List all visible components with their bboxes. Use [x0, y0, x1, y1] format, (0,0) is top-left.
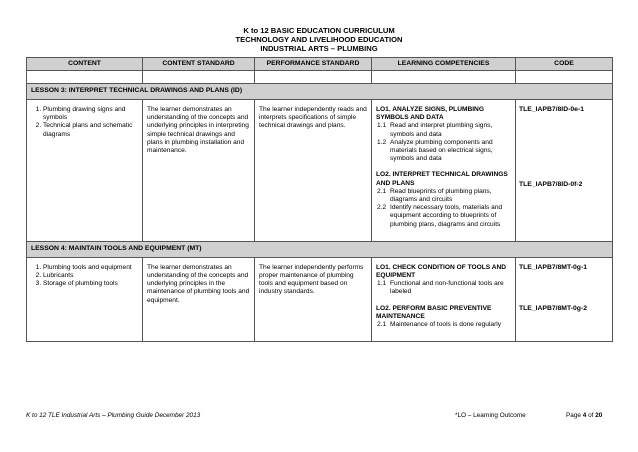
- col-header-content: CONTENT: [27, 58, 143, 71]
- footer-lo-note: *LO – Learning Outcome: [455, 412, 526, 419]
- competency-item: 2.1 Read blueprints of plumbing plans, diagrams and circuits: [377, 187, 492, 204]
- code-cell: [516, 257, 613, 341]
- learning-outcome: [376, 305, 511, 330]
- competency-code: TLE_IAPB7/8MT-0g-1: [519, 263, 587, 271]
- code-cell: [516, 100, 613, 242]
- lesson-title: LESSON 4: MAINTAIN TOOLS AND EQUIPMENT (MT): [27, 241, 613, 257]
- content-item: 3. Storage of plumbing tools: [43, 280, 138, 288]
- col-header-learning-competencies: LEARNING COMPETENCIES: [372, 58, 516, 71]
- lo-title: LO2. INTERPRET TECHNICAL DRAWINGS AND PLANS: [376, 171, 508, 187]
- table-row: [27, 257, 613, 341]
- curriculum-table: [26, 57, 613, 342]
- lesson-row: [27, 84, 613, 100]
- content-item: 1. Plumbing drawing signs and symbols: [43, 106, 138, 122]
- content-item: 2. Lubricants: [43, 272, 138, 280]
- lesson-title: LESSON 3: INTERPRET TECHNICAL DRAWINGS AND PLANS (ID): [27, 84, 613, 100]
- competency-code: TLE_IAPB7/8ID-0e-1: [519, 106, 584, 113]
- competency-item: 2.2 Identify necessary tools, materials and equipment according to blueprints of plumbing plans, diagrams and circuits: [377, 204, 503, 228]
- doc-subject: INDUSTRIAL ARTS – PLUMBING: [260, 44, 378, 53]
- doc-subtitle: TECHNOLOGY AND LIVELIHOOD EDUCATION: [235, 35, 403, 44]
- content-item: 2. Technical plans and schematic diagrams: [43, 122, 138, 138]
- lesson-row: [27, 241, 613, 257]
- content-cell: [27, 257, 143, 341]
- content-standard-cell: The learner demonstrates an understanding of the concepts and underlying principles in the maintenance of plumbing tools and equipment.: [143, 257, 255, 341]
- content-cell: [27, 100, 143, 242]
- competencies-cell: [372, 257, 516, 341]
- col-header-code: CODE: [516, 58, 613, 71]
- table-row: [27, 100, 613, 242]
- table-header-row: [27, 58, 613, 71]
- performance-standard-cell: The learner independently reads and interprets specifications of simple technical drawings and plans.: [255, 100, 372, 242]
- doc-title: K to 12 BASIC EDUCATION CURRICULUM: [243, 26, 395, 35]
- learning-outcome: [376, 264, 511, 297]
- page-number: Page 4 of 20: [566, 412, 603, 419]
- competency-code: TLE_IAPB7/8MT-0g-2: [519, 304, 587, 312]
- performance-standard-cell: The learner independently performs proper maintenance of plumbing tools and equipment based on industry standards.: [255, 257, 372, 341]
- competency-item: 1.1 Read and interpret plumbing signs, symbols and data: [377, 122, 493, 138]
- lo-title: LO1. CHECK CONDITION OF TOOLS AND EQUIPMENT: [376, 263, 507, 280]
- col-header-performance-standard: PERFORMANCE STANDARD: [255, 58, 372, 71]
- competencies-cell: [372, 100, 516, 242]
- learning-outcome: [376, 171, 511, 228]
- content-item: 1. Plumbing tools and equipment: [43, 264, 138, 272]
- learning-outcome: [376, 106, 511, 163]
- competency-item: 1.2 Analyze plumbing components and materials based on electrical signs, symbols and data: [377, 138, 493, 163]
- spacer-row: [27, 71, 613, 84]
- lo-title: LO2. PERFORM BASIC PREVENTIVE MAINTENANCE: [376, 304, 492, 320]
- competency-item: 2.1 Maintenance of tools is done regularly: [377, 321, 502, 329]
- competency-code: TLE_IAPB7/8ID-0f-2: [519, 181, 583, 188]
- lo-title: LO1. ANALYZE SIGNS, PLUMBING SYMBOLS AND DATA: [376, 106, 484, 122]
- competency-item: 1.1 Functional and non-functional tools are labeled: [377, 280, 504, 296]
- content-standard-cell: The learner demonstrates an understanding of the concepts and underlying principles in interpreting simple technical drawings and plans in plumbing installation and maintenance.: [143, 100, 255, 242]
- footer-guide-title: K to 12 TLE Industrial Arts – Plumbing Guide December 2013: [26, 412, 201, 419]
- col-header-content-standard: CONTENT STANDARD: [143, 58, 255, 71]
